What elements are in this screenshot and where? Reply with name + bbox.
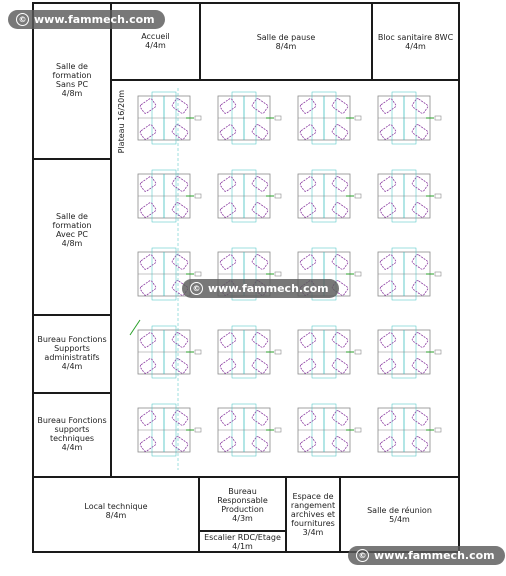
cable-marker [195, 272, 201, 276]
chair [251, 358, 268, 374]
chair [139, 358, 156, 374]
chair [331, 358, 348, 374]
chair [171, 254, 188, 270]
room-escalier-label: Escalier RDC/Etage 4/1m [204, 533, 281, 551]
chair [219, 98, 236, 114]
copyright-icon: © [190, 282, 203, 295]
chair [139, 332, 156, 348]
cable-marker [435, 116, 441, 120]
room-bloc-sanitaire-label: Bloc sanitaire 8WC 4/4m [377, 33, 454, 51]
cable-marker [435, 194, 441, 198]
chair [331, 436, 348, 452]
power-marker [130, 320, 140, 335]
chair [139, 254, 156, 270]
chair [411, 436, 428, 452]
cable-marker [435, 272, 441, 276]
cable-marker [435, 428, 441, 432]
chair [299, 202, 316, 218]
chair [219, 436, 236, 452]
room-salle-de-pause-label: Salle de pause 8/4m [256, 33, 316, 51]
chair [219, 124, 236, 140]
chair [331, 254, 348, 270]
chair [139, 410, 156, 426]
chair [379, 410, 396, 426]
cable-marker [275, 350, 281, 354]
chair [219, 202, 236, 218]
chair [299, 124, 316, 140]
chair [139, 280, 156, 296]
cable-marker [195, 194, 201, 198]
chair [171, 358, 188, 374]
chair [251, 124, 268, 140]
room-bureau-administratifs-label: Bureau Fonctions Supports administratifs 4/4m [37, 335, 107, 371]
cable-marker [275, 272, 281, 276]
chair [219, 358, 236, 374]
chair [139, 98, 156, 114]
chair [171, 202, 188, 218]
chair [411, 410, 428, 426]
chair [171, 436, 188, 452]
room-accueil-label: Accueil 4/4m [141, 32, 170, 50]
chair [331, 176, 348, 192]
copyright-icon: © [16, 13, 29, 26]
chair [411, 280, 428, 296]
chair [139, 124, 156, 140]
watermark-text: www.fammech.com [34, 13, 155, 26]
cable-marker [355, 194, 361, 198]
chair [379, 358, 396, 374]
chair [171, 124, 188, 140]
plateau-label: Plateau 16/20m [117, 90, 126, 154]
room-local-technique-label: Local technique 8/4m [84, 502, 148, 520]
chair [139, 176, 156, 192]
chair [219, 176, 236, 192]
chair [379, 176, 396, 192]
room-formation-sans-pc-label: Salle de formation Sans PC 4/8m [52, 62, 92, 98]
cable-marker [195, 116, 201, 120]
cable-marker [355, 428, 361, 432]
chair [379, 124, 396, 140]
chair [139, 436, 156, 452]
cable-marker [195, 428, 201, 432]
chair [379, 254, 396, 270]
chair [331, 332, 348, 348]
cable-marker [275, 194, 281, 198]
chair [299, 358, 316, 374]
room-formation-avec-pc-label: Salle de formation Avec PC 4/8m [52, 212, 92, 248]
chair [171, 176, 188, 192]
chair [299, 410, 316, 426]
room-bureau-techniques-label: Bureau Fonctions supports techniques 4/4m [37, 416, 107, 452]
chair [299, 176, 316, 192]
chair [299, 254, 316, 270]
cable-marker [355, 272, 361, 276]
chair [251, 436, 268, 452]
cable-marker [275, 116, 281, 120]
room-salle-de-reunion-label: Salle de réunion 5/4m [367, 506, 432, 524]
chair [379, 332, 396, 348]
chair [411, 254, 428, 270]
chair [251, 410, 268, 426]
room-bureau-production-label: Bureau Responsable Production 4/3m [217, 487, 268, 523]
chair [411, 358, 428, 374]
chair [379, 280, 396, 296]
chair [171, 410, 188, 426]
chair [299, 332, 316, 348]
chair [379, 436, 396, 452]
watermark-bottom [348, 546, 505, 565]
cable-marker [275, 428, 281, 432]
chair [219, 410, 236, 426]
chair [331, 410, 348, 426]
cable-marker [195, 350, 201, 354]
chair [411, 98, 428, 114]
chair [411, 332, 428, 348]
chair [299, 436, 316, 452]
chair [219, 332, 236, 348]
chair [331, 202, 348, 218]
chair [379, 98, 396, 114]
chair [251, 202, 268, 218]
cable-marker [435, 350, 441, 354]
watermark-text: www.fammech.com [208, 282, 329, 295]
chair [139, 202, 156, 218]
watermark-top [8, 10, 165, 29]
cable-marker [355, 350, 361, 354]
room-rangement-label: Espace de rangement archives et fournitures 3/4m [290, 492, 336, 537]
chair [331, 124, 348, 140]
chair [251, 332, 268, 348]
chair [299, 98, 316, 114]
watermark-center [182, 279, 339, 298]
chair [251, 98, 268, 114]
chair [251, 176, 268, 192]
copyright-icon: © [356, 549, 369, 562]
chair [379, 202, 396, 218]
chair [411, 124, 428, 140]
chair [411, 176, 428, 192]
cable-marker [355, 116, 361, 120]
chair [171, 98, 188, 114]
chair [219, 254, 236, 270]
chair [331, 98, 348, 114]
watermark-text: www.fammech.com [374, 549, 495, 562]
chair [251, 254, 268, 270]
chair [411, 202, 428, 218]
chair [171, 332, 188, 348]
